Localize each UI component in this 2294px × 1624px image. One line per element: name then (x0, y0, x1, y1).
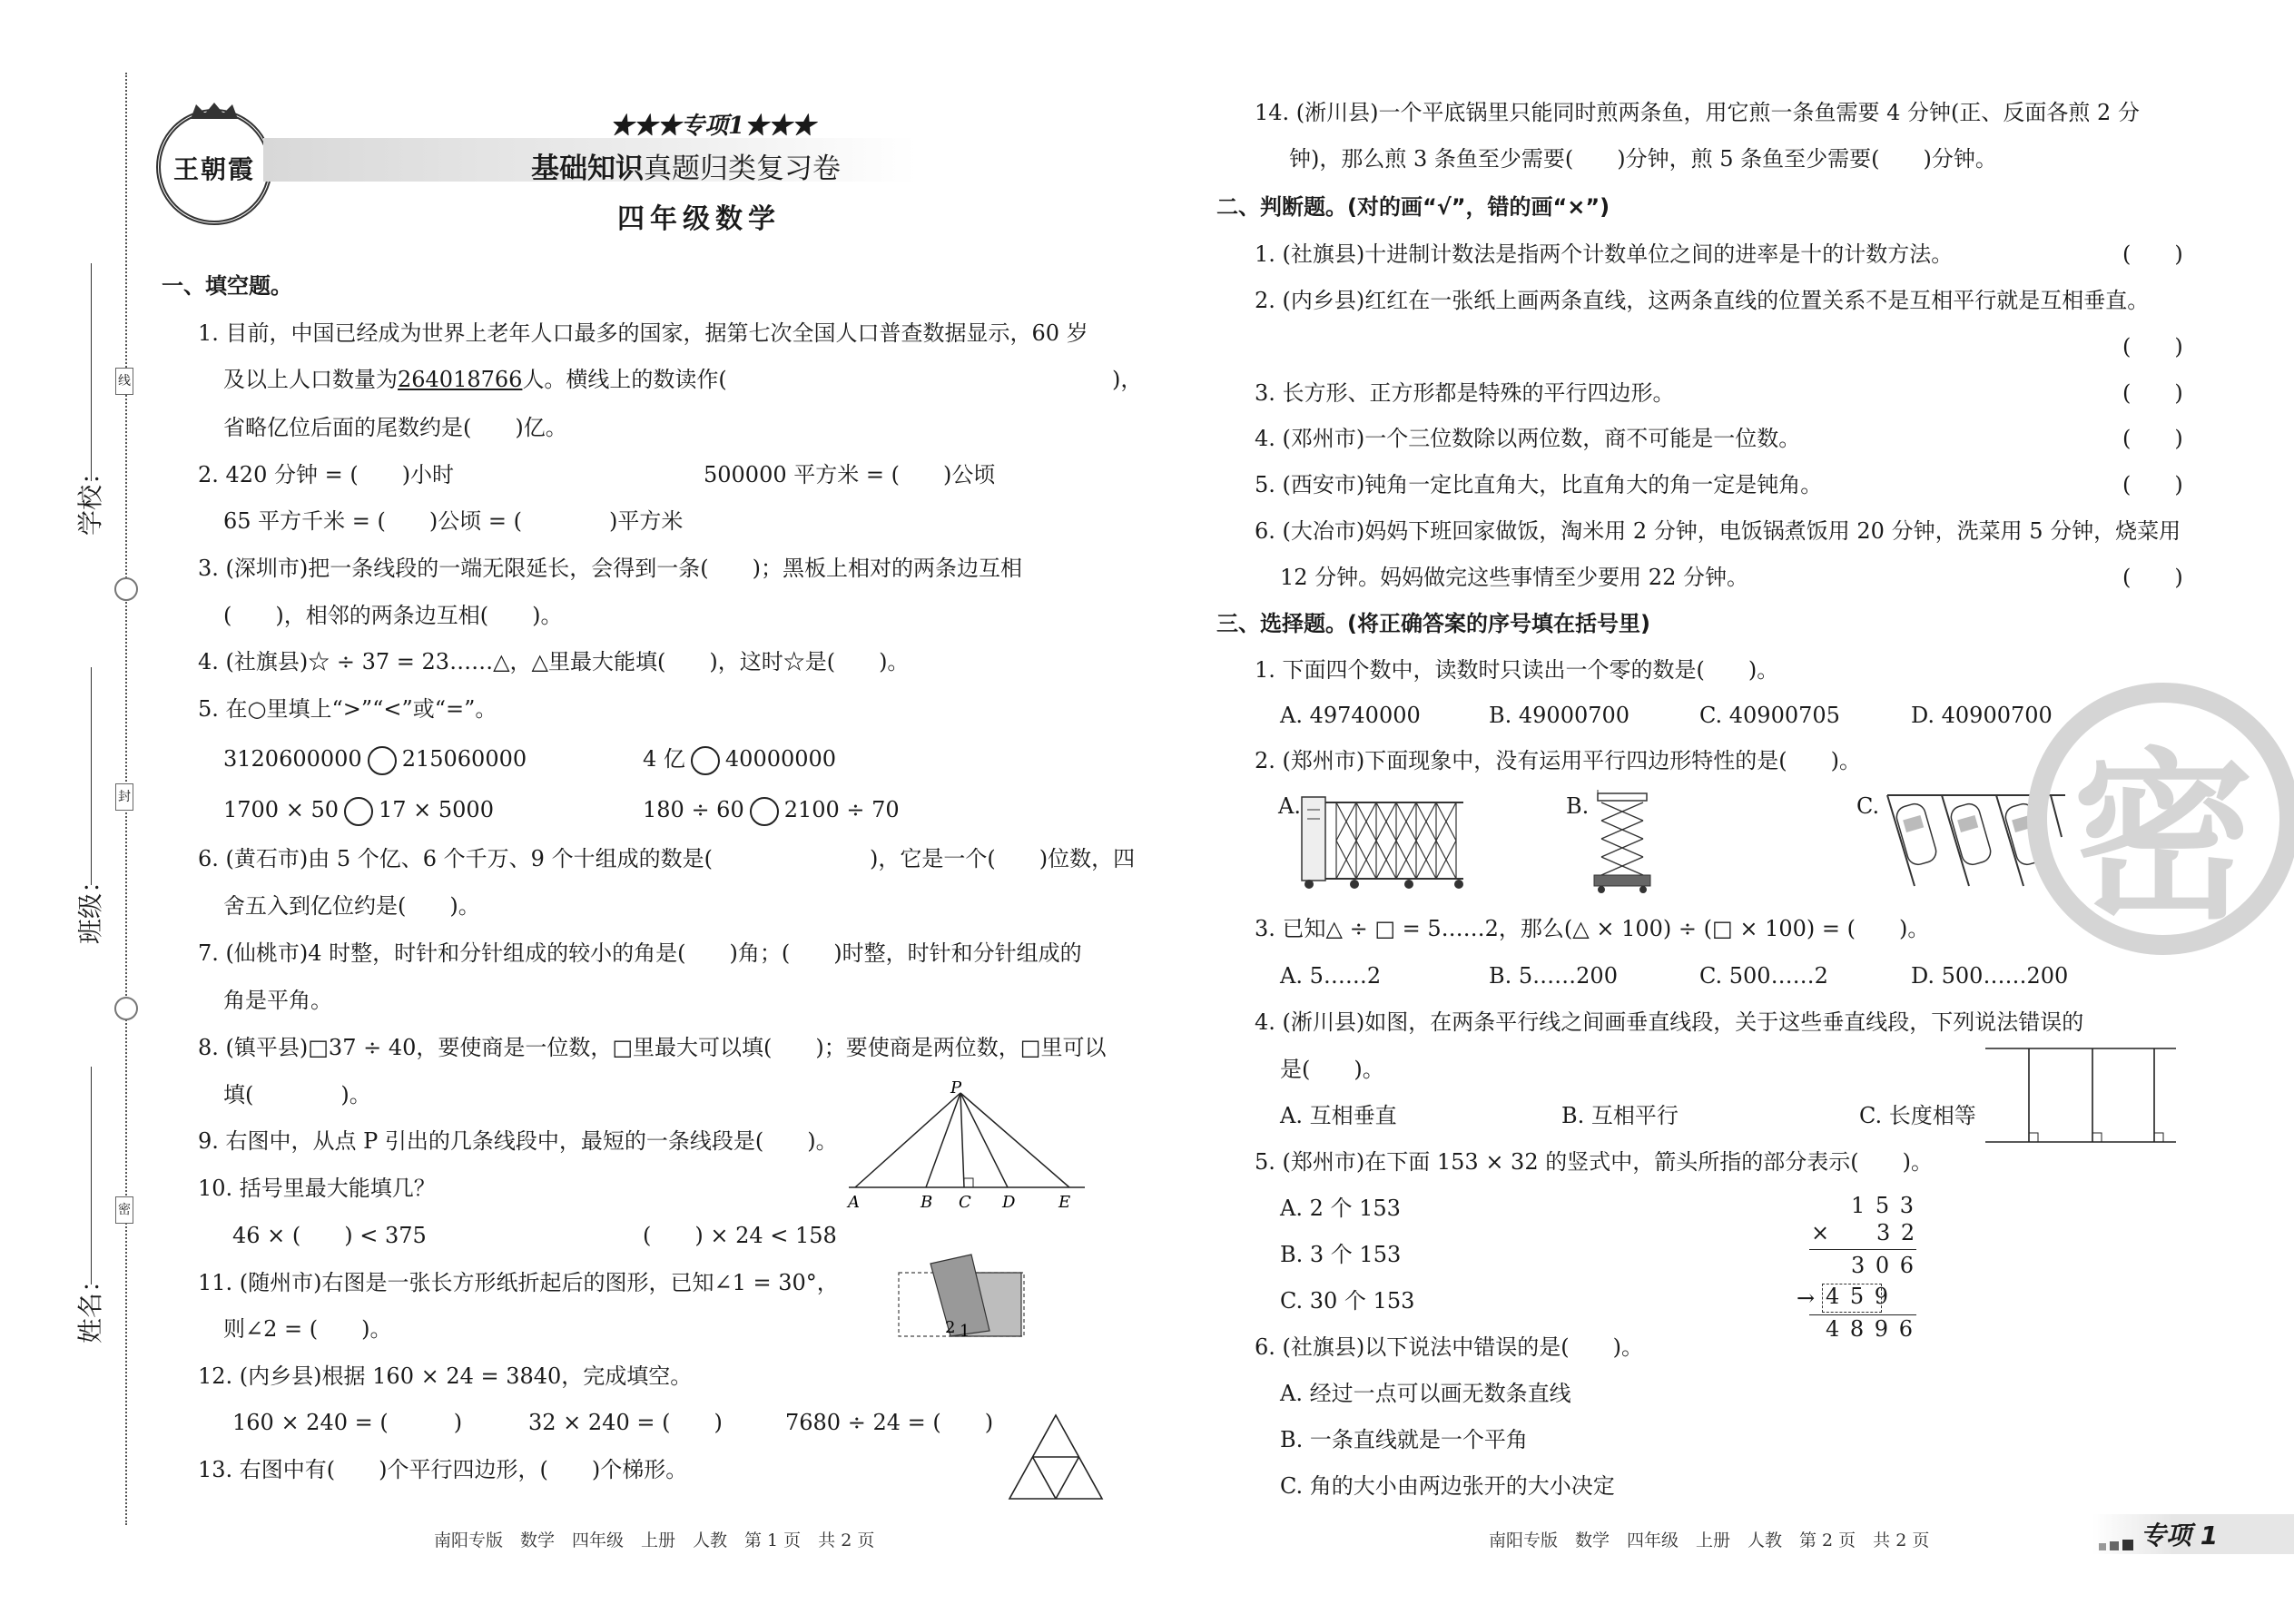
q10-a: 46 × ( ) < 375 (232, 1223, 427, 1248)
choice-2-opt-a[interactable]: A. (1278, 793, 1301, 819)
q5-a2: 215060000 (401, 746, 527, 772)
q4: 4. (社旗县)☆ ÷ 37 = 23……△，△里最大能填( )，这时☆是( )。 (198, 649, 910, 674)
choice-5: 5. (郑州市)在下面 153 × 32 的竖式中，箭头所指的部分表示( )。 (1255, 1149, 1933, 1175)
choice-5-opt-a[interactable]: A. 2 个 153 (1280, 1196, 1401, 1221)
judge-4-answer[interactable]: ( ) (2122, 426, 2183, 451)
section-choice: 三、选择题。(将正确答案的序号填在括号里) (1216, 611, 1650, 636)
q5-c2: 17 × 5000 (378, 797, 494, 822)
q5-row1-left (223, 743, 527, 775)
judge-3-answer[interactable]: ( ) (2122, 380, 2183, 406)
calc-operator: × (1811, 1220, 1830, 1245)
crown-icon (187, 101, 241, 121)
choice-1-opt-b[interactable]: B. 49000700 (1489, 703, 1630, 728)
calc-row1: 1 5 3 (1851, 1193, 1916, 1218)
calc-row3: 3 0 6 (1851, 1253, 1916, 1278)
retractable-gate-image (1300, 792, 1468, 891)
q1-line2 (223, 363, 727, 396)
q1-line1: 1. 目前，中国已经成为世界上老年人口最多的国家，据第七次全国人口普查数据显示，60 岁 (198, 320, 1088, 346)
choice-4-opt-b[interactable]: B. 互相平行 (1561, 1103, 1679, 1128)
choice-4-line2: 是( )。 (1280, 1057, 1384, 1082)
q9-label-e: E (1058, 1193, 1071, 1212)
compare-circle[interactable] (344, 797, 373, 826)
school-line (91, 263, 92, 481)
judge-5: 5. (西安市)钝角一定比直角大，比直角大的角一定是钝角。 (1255, 472, 1823, 497)
choice-5-opt-b[interactable]: B. 3 个 153 (1280, 1242, 1402, 1267)
q9-label-p: P (950, 1080, 962, 1097)
choice-3-opt-a[interactable]: A. 5……2 (1280, 963, 1382, 989)
q5-row2-right (643, 793, 900, 826)
q2-a: 2. 420 分钟 = ( )小时 (198, 462, 455, 487)
q1-number: 264018766 (398, 367, 523, 392)
calc-row5: 4 8 9 6 (1826, 1316, 1915, 1342)
compare-circle[interactable] (368, 746, 397, 775)
binding-mark-feng: 封 (115, 783, 133, 811)
q5-d1: 180 ÷ 60 (643, 797, 744, 822)
q12-line1: 12. (内乡县)根据 160 × 24 = 3840，完成填空。 (198, 1363, 693, 1389)
q7-line1: 7. (仙桃市)4 时整，时针和分针组成的较小的角是( )角；( )时整，时针和分针组成的 (198, 940, 1082, 966)
judge-1-answer[interactable]: ( ) (2122, 241, 2183, 267)
q1-line2-end: )， (1112, 367, 1143, 392)
calc-row2: 3 2 (1876, 1220, 1917, 1245)
q5-b1: 4 亿 (643, 746, 685, 772)
q11-folded-paper-figure (894, 1253, 1026, 1343)
q8-line1: 8. (镇平县)□37 ÷ 40，要使商是一位数，□里最大可以填( )；要使商是两位数，□里可以 (198, 1035, 1107, 1060)
q13-triangle-figure (1006, 1412, 1106, 1502)
paper-title-bold: 基础知识 (531, 153, 644, 185)
judge-5-answer[interactable]: ( ) (2122, 472, 2183, 497)
name-line (91, 1067, 92, 1284)
q10-b: ( ) × 24 < 158 (643, 1223, 837, 1248)
choice-6-opt-c[interactable]: C. 角的大小由两边张开的大小决定 (1280, 1473, 1615, 1499)
q11-line2: 则∠2 = ( )。 (223, 1316, 392, 1342)
q9-label-b: B (921, 1193, 933, 1212)
q1-line2-a: 及以上人口数量为 (223, 367, 398, 392)
choice-1-opt-c[interactable]: C. 40900705 (1699, 703, 1840, 728)
footer-page1: 南阳专版 数学 四年级 上册 人教 第 1 页 共 2 页 (434, 1530, 875, 1550)
brand-logo-text: 王朝霞 (172, 154, 255, 184)
choice-4-line1: 4. (淅川县)如图，在两条平行线之间画垂直线段，关于这些垂直线段，下列说法错误的 (1255, 1009, 2084, 1035)
corner-tab-squares (2099, 1530, 2135, 1543)
section-judge: 二、判断题。(对的画“√”，错的画“×”) (1216, 194, 1610, 220)
secret-seal-watermark: 密 (2027, 683, 2294, 955)
judge-4: 4. (邓州市)一个三位数除以两位数，商不可能是一位数。 (1255, 426, 1801, 451)
footer-page2: 南阳专版 数学 四年级 上册 人教 第 2 页 共 2 页 (1489, 1530, 1930, 1550)
q11-angle-1: 1 (960, 1322, 970, 1341)
brand-logo (156, 109, 272, 225)
q12-c: 7680 ÷ 24 = ( ) (785, 1410, 994, 1435)
calc-row4: 4 5 9 (1826, 1284, 1891, 1309)
q5-row2-left (223, 793, 494, 826)
q13: 13. 右图中有( )个平行四边形，( )个梯形。 (198, 1457, 688, 1482)
choice-1: 1. 下面四个数中，读数时只读出一个零的数是( )。 (1255, 657, 1779, 683)
choice-4-opt-a[interactable]: A. 互相垂直 (1280, 1103, 1397, 1128)
compare-circle[interactable] (691, 746, 720, 775)
q9-label-d: D (1002, 1193, 1016, 1212)
q1-line3: 省略亿位后面的尾数约是( )亿。 (223, 415, 567, 440)
judge-3: 3. 长方形、正方形都是特殊的平行四边形。 (1255, 380, 1675, 406)
choice-6-opt-a[interactable]: A. 经过一点可以画无数条直线 (1280, 1381, 1571, 1406)
q3-line2: ( )，相邻的两条边互相( )。 (223, 603, 563, 628)
q6-line1-b: )，它是一个( )位数，四 (870, 846, 1136, 871)
choice-5-opt-c[interactable]: C. 30 个 153 (1280, 1288, 1415, 1314)
binding-hole-icon (114, 577, 138, 601)
judge-6-answer[interactable]: ( ) (2122, 565, 2183, 590)
binding-hole-icon (114, 997, 138, 1020)
parallel-lines-figure (1984, 1044, 2179, 1148)
q14-line1: 14. (淅川县)一个平底锅里只能同时煎两条鱼，用它煎一条鱼需要 4 分钟(正、反面各煎 2 分 (1255, 100, 2140, 125)
choice-1-opt-a[interactable]: A. 49740000 (1280, 703, 1421, 728)
choice-4-opt-c[interactable]: C. 长度相等 (1859, 1103, 1976, 1128)
choice-1-opt-d[interactable]: D. 40900700 (1911, 703, 2053, 728)
paper-title-rest: 真题归类复习卷 (644, 153, 841, 185)
q12-b: 32 × 240 = ( ) (528, 1410, 723, 1435)
q11-angle-2: 2 (945, 1318, 956, 1337)
q3-line1: 3. (深圳市)把一条线段的一端无限延长，会得到一条( )；黑板上相对的两条边互相 (198, 556, 1022, 581)
q5-line1: 5. 在○里填上“>”“<”或“=”。 (198, 696, 497, 722)
q2-b: 500000 平方米 = ( )公顷 (704, 462, 996, 487)
q11-line1: 11. (随州市)右图是一张长方形纸折起后的图形，已知∠1 = 30°， (198, 1270, 839, 1295)
judge-1: 1. (社旗县)十进制计数法是指两个计数单位之间的进率是十的计数方法。 (1255, 241, 1954, 267)
q8-line2: 填( )。 (223, 1082, 371, 1107)
choice-2-opt-c[interactable]: C. (1856, 793, 1880, 819)
choice-2-opt-b[interactable]: B. (1566, 793, 1590, 819)
compare-circle[interactable] (750, 797, 779, 826)
q9: 9. 右图中，从点 P 引出的几条线段中，最短的一条线段是( )。 (198, 1128, 838, 1154)
judge-6-line2: 12 分钟。妈妈做完这些事情至少要用 22 分钟。 (1280, 565, 1748, 590)
vertical-multiplication (1797, 1189, 1929, 1343)
choice-3-opt-c[interactable]: C. 500……2 (1699, 963, 1828, 989)
q5-row1-right (643, 743, 836, 775)
q10-line1: 10. 括号里最大能填几？ (198, 1176, 436, 1201)
q2-c: 65 平方千米 = ( )公顷 = ( )平方米 (223, 508, 684, 534)
arrow-icon: → (1797, 1285, 1816, 1311)
school-label: 学校： (75, 458, 105, 536)
judge-2: 2. (内乡县)红红在一张纸上画两条直线，这两条直线的位置关系不是互相平行就是互相垂直。 (1255, 288, 2150, 313)
q12-a: 160 × 240 = ( ) (232, 1410, 463, 1435)
q9-label-c: C (959, 1193, 971, 1212)
q9-label-a: A (848, 1193, 860, 1212)
class-label: 班级： (75, 867, 105, 944)
judge-2-answer[interactable]: ( ) (2122, 334, 2183, 359)
scissor-lift-image (1590, 790, 1654, 894)
q5-c1: 1700 × 50 (223, 797, 339, 822)
q5-a1: 3120600000 (223, 746, 362, 772)
name-label: 姓名： (75, 1266, 105, 1343)
class-line (91, 667, 92, 885)
paper-title (531, 145, 841, 186)
binding-mark-mi: 密 (115, 1196, 133, 1224)
q5-b2: 40000000 (724, 746, 837, 772)
choice-6-opt-b[interactable]: B. 一条直线就是一个平角 (1280, 1427, 1528, 1452)
q5-d2: 2100 ÷ 70 (783, 797, 900, 822)
choice-3-opt-b[interactable]: B. 5……200 (1489, 963, 1618, 989)
choice-6: 6. (社旗县)以下说法中错误的是( )。 (1255, 1334, 1643, 1360)
judge-6-line1: 6. (大冶市)妈妈下班回家做饭，淘米用 2 分钟，电饭锅煮饭用 20 分钟，洗菜用 5 分钟，烧菜用 (1255, 518, 2181, 544)
paper-subtitle: 四年级数学 (617, 203, 781, 235)
corner-tab-label: 专项 1 (2141, 1521, 2219, 1550)
q1-line2-b: 人。横线上的数读作( (522, 367, 727, 392)
choice-3-opt-d[interactable]: D. 500……200 (1911, 963, 2069, 989)
q6-line2: 舍五入到亿位约是( )。 (223, 893, 480, 919)
q14-line2: 钟)，那么煎 3 条鱼至少需要( )分钟，煎 5 条鱼至少需要( )分钟。 (1289, 146, 1997, 172)
choice-3: 3. 已知△ ÷ □ = 5……2，那么(△ × 100) ÷ (□ × 100) = ( )。 (1255, 916, 1930, 941)
section-fill-in: 一、填空题。 (162, 273, 292, 299)
binding-mark-xian: 线 (115, 368, 133, 395)
choice-2: 2. (郑州市)下面现象中，没有运用平行四边形特性的是( )。 (1255, 748, 1861, 773)
series-label: ★★★专项1★★★ (610, 113, 816, 140)
q6-line1-a: 6. (黄石市)由 5 个亿、6 个千万、9 个十组成的数是( (198, 846, 713, 871)
q9-triangle-figure (844, 1080, 1089, 1216)
q7-line2: 角是平角。 (223, 988, 332, 1013)
